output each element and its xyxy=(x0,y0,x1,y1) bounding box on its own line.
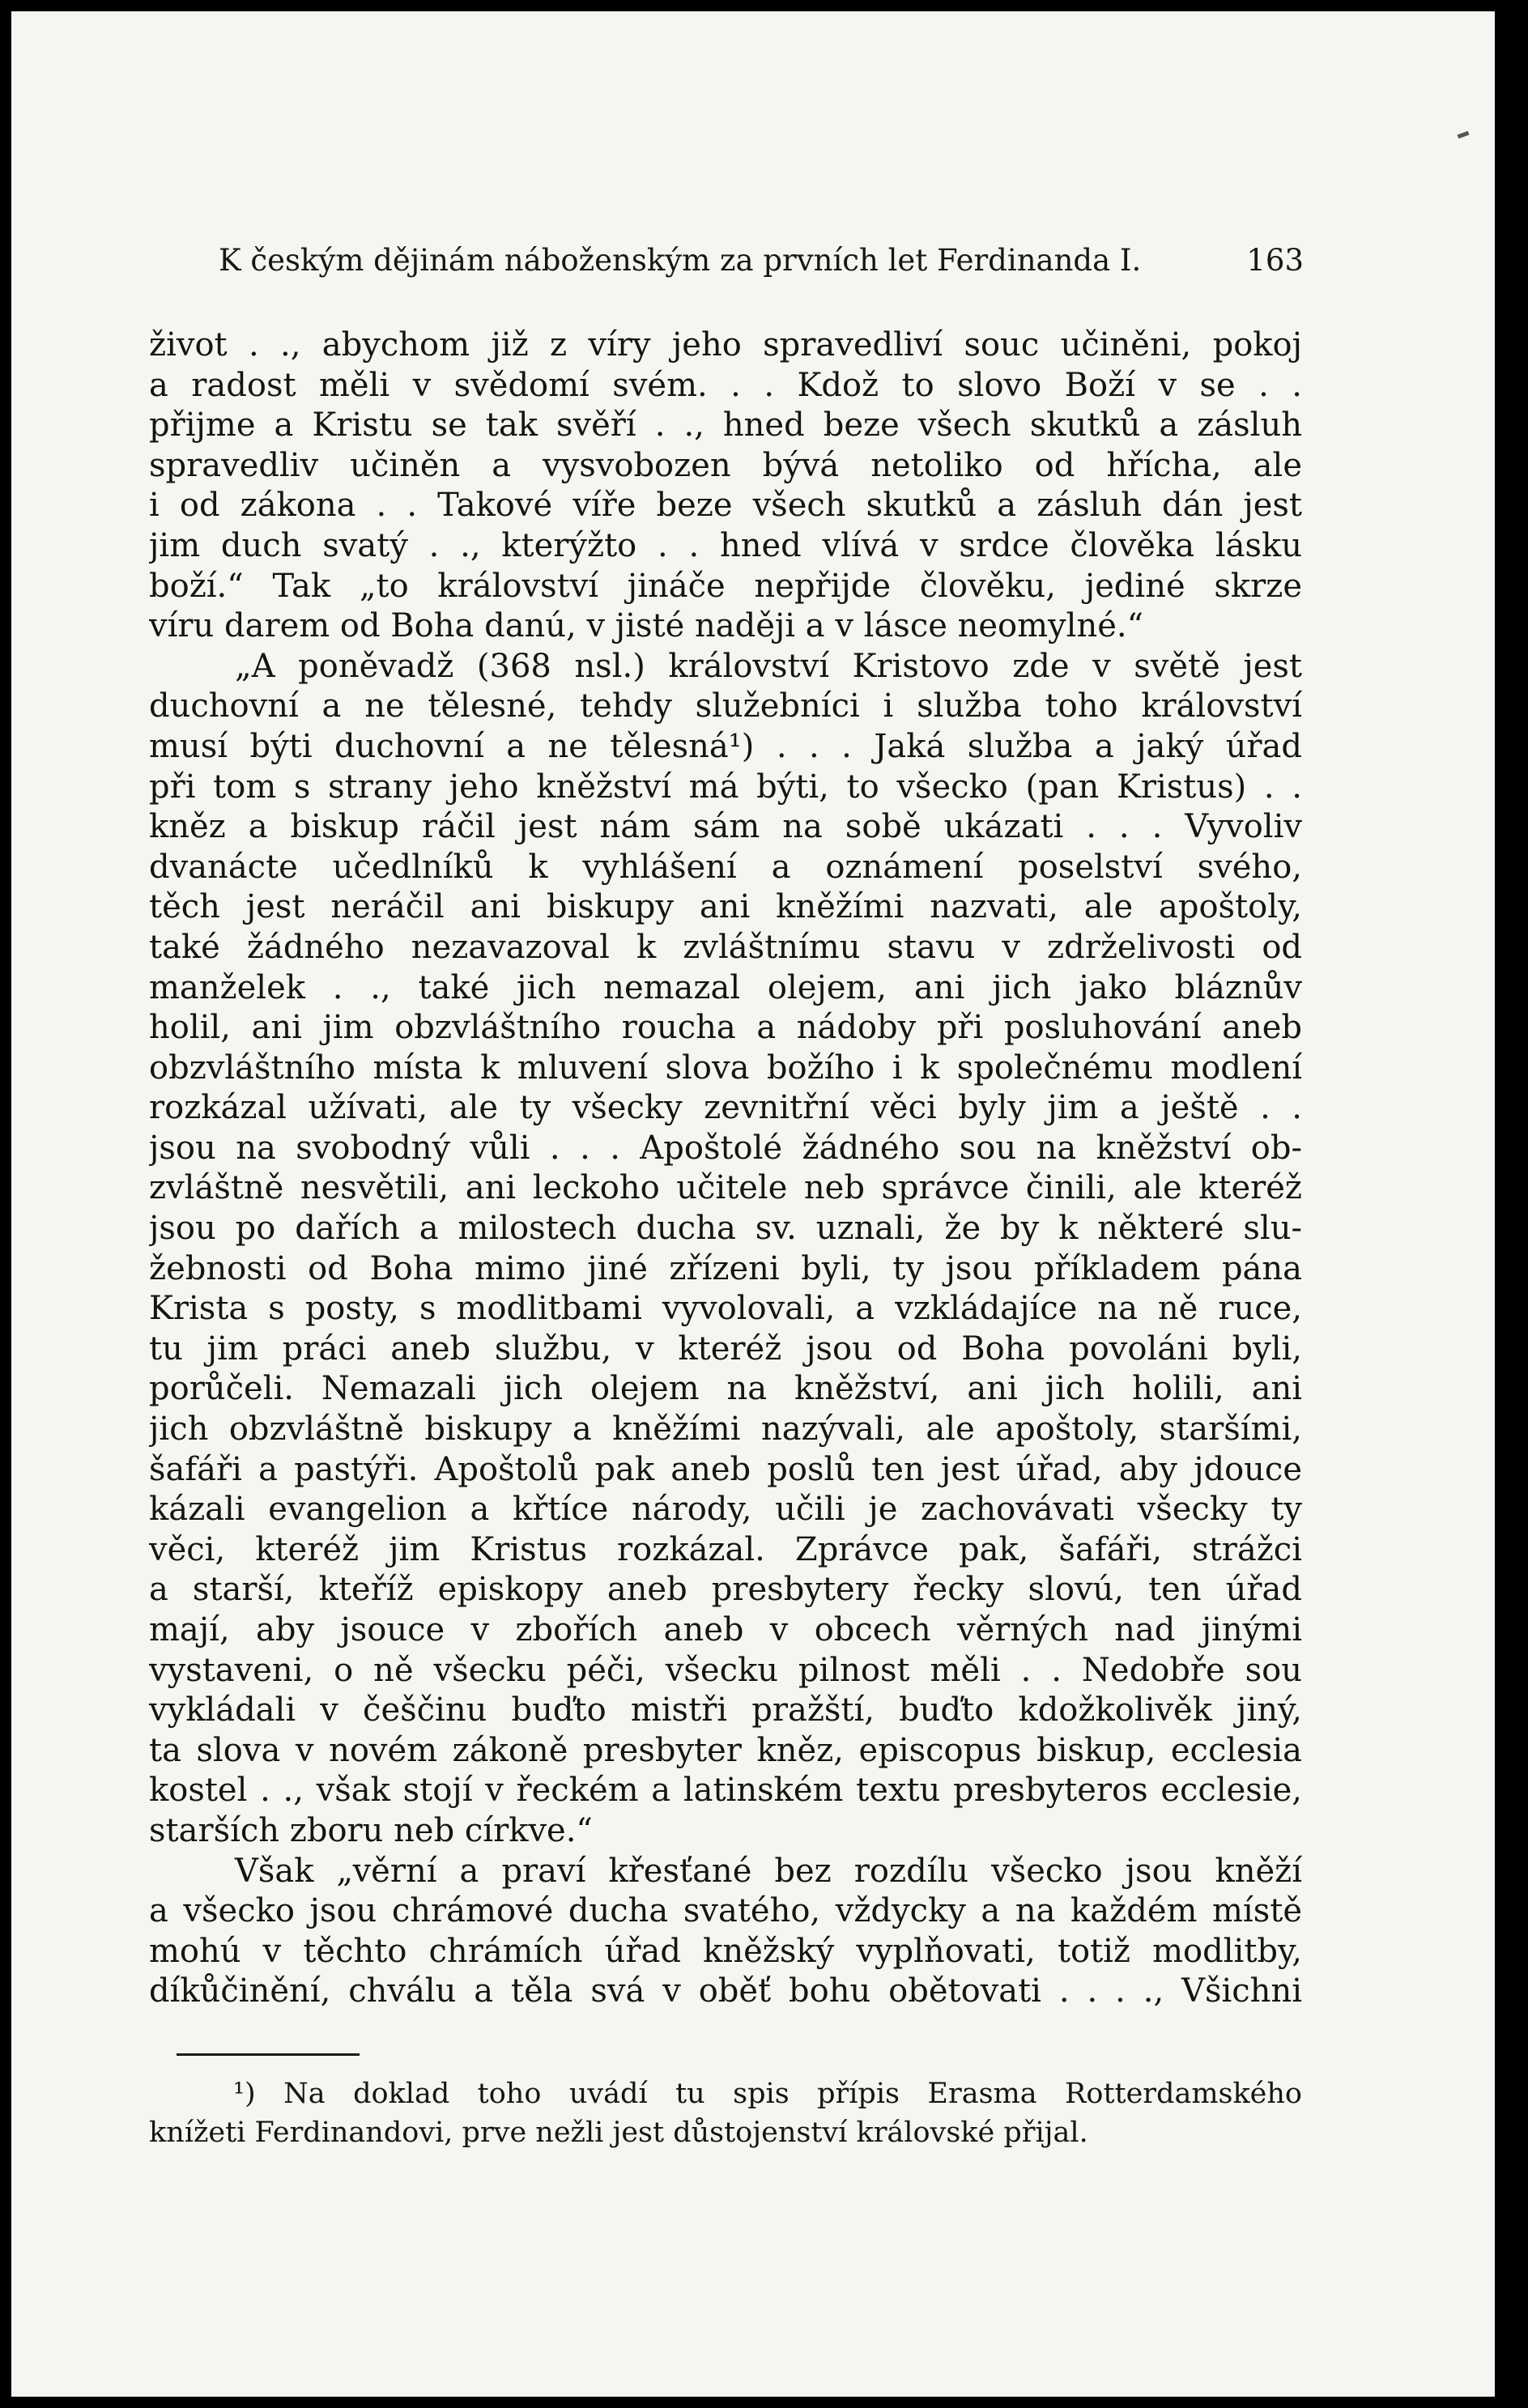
paragraph-start-line: Však „věrní a praví křesťané bez rozdílu všecko jsou kněží xyxy=(235,1852,1302,1890)
text-line: mají, aby jsouce v zbořích aneb v obcech věrných nad jinými xyxy=(149,1611,1302,1649)
footnote xyxy=(149,2074,1302,2152)
text-line: jsou na svobodný vůli . . . Apoštolé žádného sou na kněžství ob- xyxy=(149,1129,1302,1167)
text-line: a radost měli v svědomí svém. . . Kdož to slovo Boží v se . . xyxy=(149,366,1302,404)
text-line: tu jim práci aneb službu, v kteréž jsou od Boha povoláni byli, xyxy=(149,1330,1302,1368)
text-line: díkůčinění, chválu a těla svá v oběť bohu obětovati . . . ., Všichni xyxy=(149,1972,1302,2010)
text-line: spravedliv učiněn a vysvobozen bývá netoliko od hřícha, ale xyxy=(149,446,1302,484)
text-line: těch jest neráčil ani biskupy ani kněžími nazvati, ale apoštoly, xyxy=(149,888,1302,926)
footnote-line: ¹) Na doklad toho uvádí tu spis přípis Erasma Rotterdamského xyxy=(233,2078,1302,2110)
body-text xyxy=(149,325,1302,2012)
text-line: Krista s posty, s modlitbami vyvolovali, a vzkládajíce na ně ruce, xyxy=(149,1290,1302,1328)
text-line: jim duch svatý . ., kterýžto . . hned vlívá v srdce člověka lásku xyxy=(149,526,1302,564)
text-line: jich obzvláštně biskupy a kněžími nazývali, ale apoštoly, staršími, xyxy=(149,1410,1302,1449)
text-line: porůčeli. Nemazali jich olejem na kněžství, ani jich holili, ani xyxy=(149,1370,1302,1408)
text-line: kázali evangelion a křtíce národy, učili je zachovávati všecky ty xyxy=(149,1491,1302,1529)
text-line: manželek . ., také jich nemazal olejem, ani jich jako bláznův xyxy=(149,968,1302,1006)
text-line: dvanácte učedlníků k vyhlášení a oznámení poselství svého, xyxy=(149,848,1302,886)
text-line: starších zboru neb církve.“ xyxy=(149,1811,593,1849)
page-number: 163 xyxy=(1246,243,1304,278)
text-line: musí býti duchovní a ne tělesná¹) . . . Jaká služba a jaký úřad xyxy=(149,727,1302,765)
text-line: vykládali v češčinu buďto mistři pražští, buďto kdožkolivěk jiný, xyxy=(149,1691,1302,1729)
text-line: i od zákona . . Takové víře beze všech skutků a zásluh dán jest xyxy=(149,487,1302,525)
text-line: rozkázal užívati, ale ty všecky zevnitřní věci byly jim a ještě . . xyxy=(149,1089,1302,1127)
text-line: jsou po dařích a milostech ducha sv. uznali, že by k některé slu- xyxy=(149,1210,1302,1248)
running-header xyxy=(219,243,1304,285)
text-line: žebnosti od Boha mimo jiné zřízeni byli, ty jsou příkladem pána xyxy=(149,1249,1302,1287)
text-line: boží.“ Tak „to království jináče nepřijde člověku, jediné skrze xyxy=(149,567,1302,605)
text-line: zvláštně nesvětili, ani leckoho učitele neb správce činili, ale kteréž xyxy=(149,1169,1302,1207)
running-header-title: K českým dějinám náboženským za prvních let Ferdinanda I. xyxy=(219,243,1142,278)
text-line: mohú v těchto chrámích úřad kněžský vyplňovati, totiž modlitby, xyxy=(149,1932,1302,1970)
text-line: kněz a biskup ráčil jest nám sám na sobě ukázati . . . Vyvoliv xyxy=(149,808,1302,846)
text-line: ta slova v novém zákoně presbyter kněz, episcopus biskup, ecclesia xyxy=(149,1731,1302,1769)
text-line: holil, ani jim obzvláštního roucha a nádoby při posluhování aneb xyxy=(149,1009,1302,1047)
text-line: přijme a Kristu se tak svěří . ., hned beze všech skutků a zásluh xyxy=(149,406,1302,445)
text-line: vystaveni, o ně všecku péči, všecku pilnost měli . . Nedobře sou xyxy=(149,1651,1302,1689)
footnote-line: knížeti Ferdinandovi, prve nežli jest důstojenství královské přijal. xyxy=(149,2117,1088,2149)
text-line: život . ., abychom již z víry jeho spravedliví souc učiněni, pokoj xyxy=(149,326,1302,364)
text-line: duchovní a ne tělesné, tehdy služebníci i služba toho království xyxy=(149,687,1302,725)
text-line: a starší, kteříž episkopy aneb presbytery řecky slovú, ten úřad xyxy=(149,1571,1302,1609)
text-line: a všecko jsou chrámové ducha svatého, vždycky a na každém místě xyxy=(149,1892,1302,1930)
text-line: věci, kteréž jim Kristus rozkázal. Zprávce pak, šafáři, strážci xyxy=(149,1530,1302,1568)
text-line: víru darem od Boha danú, v jisté naději a v lásce neomylné.“ xyxy=(149,607,1144,645)
paragraph-start-line: „A poněvadž (368 nsl.) království Kristovo zde v světě jest xyxy=(235,647,1302,685)
book-page xyxy=(11,11,1495,2397)
text-line: při tom s strany jeho kněžství má býti, to všecko (pan Kristus) . . xyxy=(149,768,1302,806)
text-line: obzvláštního místa k mluvení slova božího i k společnému modlení xyxy=(149,1049,1302,1087)
footnote-divider xyxy=(177,2053,360,2056)
scan-speck xyxy=(1458,131,1470,138)
text-line: šafáři a pastýři. Apoštolů pak aneb poslů ten jest úřad, aby jdouce xyxy=(149,1450,1302,1488)
text-line: kostel . ., však stojí v řeckém a latinském textu presbyteros ecclesie, xyxy=(149,1772,1302,1810)
text-line: také žádného nezavazoval k zvláštnímu stavu v zdrželivosti od xyxy=(149,928,1302,966)
